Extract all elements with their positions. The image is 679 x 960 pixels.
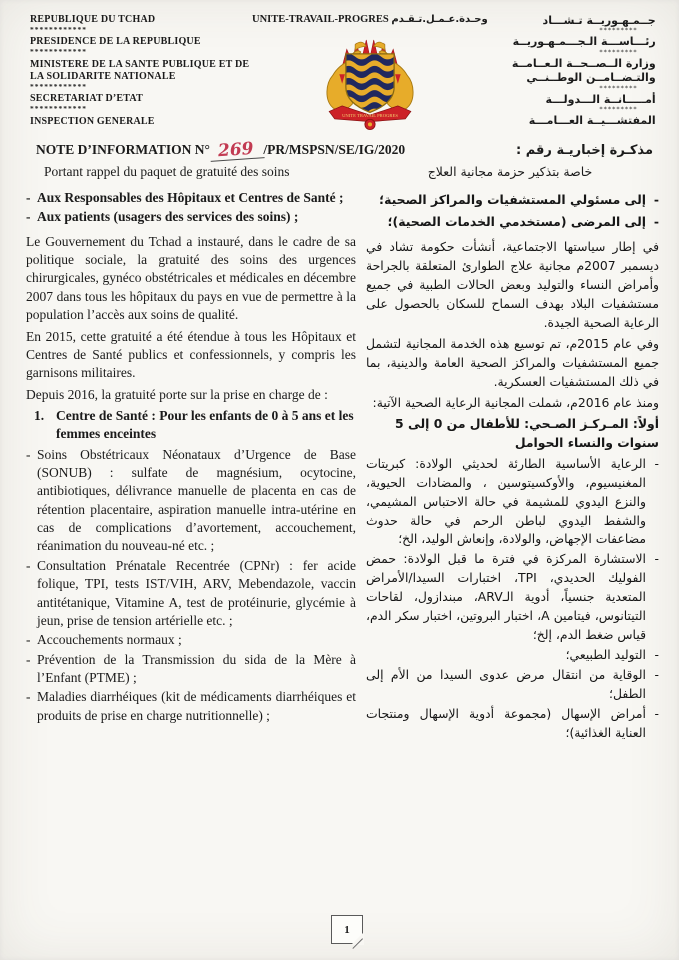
document-subtitle-fr: Portant rappel du paquet de gratuité des soins	[44, 164, 290, 179]
paragraph-2016: Depuis 2016, la gratuité porte sur la prise en charge de :	[26, 386, 328, 402]
paragraph-ar-2016: ومنذ عام 2016م، شملت المجانية الرعاية الصحية الآتية:	[372, 394, 659, 410]
bullet-item	[366, 646, 659, 665]
paragraph-ar-2007: في إطار سياستها الاجتماعية، أنشأت حكومة تشاد في ديسمبر 2007م مجانية علاج الطوارئ المتعلقة بالجراحة وأمراض النساء والتوليد وبعض الحالات الطبية في جميع مستشفيات البلاد بهدف السماح للسكان بالحصول على الرعاية الصحية الجيدة.	[366, 238, 659, 330]
page-number-box	[331, 915, 363, 944]
bullet-text: Consultation Prénatale Recentrée (CPNr) : fer acide folique, TPI, tests IST/VIH, ARV, Mebendazole, vaccin antitétanique, Vitamine A, test de protéinurie, glycémie à jeun, prise de tension artérielle etc. ;	[37, 557, 356, 628]
addressee-text: Aux patients (usagers des services des soins) ;	[37, 209, 299, 225]
motto-french: UNITE-TRAVAIL-PROGRES	[252, 14, 389, 25]
bullet-item	[26, 557, 356, 630]
addressee-item	[366, 213, 659, 232]
bullet-text: الوقاية من انتقال مرض عدوى السيدا من الأم إلى الطفل؛	[366, 667, 646, 702]
org-line-ar-secretariat: أمـــــانــة الـــدولـــة	[545, 92, 656, 106]
bullet-text: أمراض الإسهال (مجموعة أدوية الإسهال ومنتجات العناية الغذائية)؛	[366, 706, 646, 741]
org-line-inspection: INSPECTION GENERALE	[30, 115, 155, 127]
dash-marker: -	[26, 651, 31, 667]
bullet-text: التوليد الطبيعي؛	[565, 647, 646, 663]
dash-marker: -	[26, 190, 31, 205]
org-line-ar-presidence: رئـــاســـة الـجـــمـهـوريــة	[512, 35, 656, 49]
page-number: 1	[344, 923, 350, 936]
document-title-ar: مذكـرة إخباريـة رقم :	[516, 143, 653, 158]
section-heading-fr	[34, 407, 356, 444]
bullet-text: Accouchements normaux ;	[37, 632, 182, 648]
header-arabic-ministries	[488, 14, 656, 135]
section-number: 1.	[34, 407, 45, 423]
title-row	[0, 135, 679, 162]
dash-marker: -	[654, 551, 659, 567]
dash-marker: -	[654, 706, 659, 722]
separator-stars: ************	[30, 103, 87, 113]
bullet-item	[366, 550, 659, 645]
dash-marker: -	[26, 446, 31, 462]
arabic-column	[366, 188, 659, 744]
bullet-item	[366, 705, 659, 743]
bullet-text: Maladies diarrhéiques (kit de médicaments diarrhéiques et produits de prise en charge nutritionnelle) ;	[37, 689, 356, 723]
dash-marker: -	[654, 667, 659, 683]
paragraph-ar-2015: وفي عام 2015م، تم توسيع هذه الخدمة المجانية لتشمل جميع المستشفيات والمراكز الصحية العامة والدينية، بما في ذلك المستشفيات العسكرية.	[366, 335, 659, 389]
header-center	[252, 14, 488, 135]
dash-marker: -	[26, 689, 31, 705]
dash-marker: -	[26, 209, 31, 225]
document-body	[0, 180, 679, 744]
addressee-text: إلى مسئولي المستشفيات والمراكز الصحية؛	[379, 192, 646, 207]
subtitle-row	[0, 159, 679, 180]
bullet-text: الرعاية الأساسية الطارئة لحديثي الولادة: كبريتات المغنيسيوم، والأوكسيتوسين ، والمضادات الحيوية، والنزع اليدوي للمشيمة في حالة الاحتباس المشيمي، والشفط اليدوي لباطن الرحم في حالة حدوث مضاعفات الإجهاض، والولادة، وإنعاش الوليد، الخ؛	[366, 455, 646, 547]
title-prefix: NOTE D’INFORMATION N°	[36, 142, 210, 157]
bullet-text: Soins Obstétricaux Néonataux d’Urgence de Base (SONUB) : sulfate de magnésium, ocytocine, antibiotiques, délivrance manuelle de placenta en cas de rétention placentaire, aspiration manuelle intra-utérine en cas de complications d’avortement, accouchement, réanimation du nouveau-né etc. ;	[37, 446, 356, 554]
separator-stars: ************	[30, 46, 87, 56]
dash-marker: -	[26, 557, 31, 573]
dash-marker: -	[653, 213, 659, 229]
motto-arabic: وحـدة.عـمـل.تـقـدم	[391, 14, 488, 25]
document-subtitle-ar: خاصة بتذكير حزمة مجانية العلاج	[427, 164, 593, 179]
addressee-text: إلى المرضى (مستخدمي الخدمات الصحية)؛	[387, 213, 646, 229]
dash-marker: -	[653, 192, 659, 207]
chad-coat-of-arms-icon	[304, 26, 436, 130]
bullet-item	[26, 688, 356, 725]
org-line-ar-republique: جــمـهـوريــة تـشـــاد	[542, 14, 656, 27]
header-french-ministries	[30, 14, 252, 135]
dash-marker: -	[654, 647, 659, 663]
dash-marker: -	[654, 455, 659, 471]
title-reference: /PR/MSPSN/SE/IG/2020	[263, 142, 406, 157]
document-title-fr	[36, 138, 406, 162]
separator-stars: *********	[599, 105, 638, 114]
addressee-text: Aux Responsables des Hôpitaux et Centres de Santé ;	[37, 190, 344, 205]
section-heading-ar: أولاً: المـركـز الصـحي: للأطفال من 0 إلى 5 سنوات والنساء الحوامل	[395, 415, 659, 450]
bullet-item	[26, 651, 356, 688]
org-line-republique: REPUBLIQUE DU TCHAD	[30, 14, 156, 25]
dash-marker: -	[26, 632, 31, 648]
french-column	[26, 188, 356, 744]
separator-stars: *********	[599, 47, 638, 56]
separator-stars: *********	[599, 83, 638, 92]
bullet-text: Prévention de la Transmission du sida de la Mère à l’Enfant (PTME) ;	[37, 651, 356, 685]
paragraph-2015: En 2015, cette gratuité a été étendue à tous les Hôpitaux et Centres de Santé publics et confessionnels, y compris les garnisons militaires.	[26, 328, 356, 381]
bullet-item	[366, 455, 659, 550]
bullet-item	[26, 446, 356, 556]
addressee-item	[26, 189, 356, 207]
org-line-ar-inspection: المفتشـــيــة العـــامـــة	[528, 114, 656, 128]
bullet-list-fr	[26, 446, 356, 725]
org-line-secretariat: SECRETARIAT D’ETAT	[30, 93, 143, 105]
document-header	[0, 0, 679, 135]
addressees-ar	[366, 191, 659, 232]
separator-stars: *********	[599, 26, 638, 35]
handwritten-note-number: 269	[209, 140, 264, 162]
emblem-ribbon-motto: UNITE TRAVAIL PROGRES	[341, 114, 398, 120]
bullet-item	[26, 631, 356, 649]
org-line-presidence: PRESIDENCE DE LA REPUBLIQUE	[30, 36, 201, 48]
separator-stars: ************	[30, 24, 87, 34]
separator-stars: ************	[30, 81, 87, 91]
section-title: Centre de Santé : Pour les enfants de 0 à 5 ans et les femmes enceintes	[56, 407, 354, 442]
bullet-item	[366, 666, 659, 704]
addressee-item	[366, 191, 659, 210]
national-motto	[252, 14, 488, 25]
addressee-item	[26, 208, 356, 226]
addressees-fr	[26, 189, 356, 227]
bullet-list-ar	[366, 455, 659, 744]
org-line-ministere: MINISTERE DE LA SANTE PUBLIQUE ET DE LA SOLIDARITE NATIONALE	[30, 58, 250, 82]
org-line-ar-ministere: وزارة الــصــحــة الـعــامــة والتـضــامــن الوطــنــي	[511, 56, 656, 85]
bullet-text: الاستشارة المركزة في فترة ما قبل الولادة: حمض الفوليك الحديدي، TPI، اختبارات السيدا/الأمراض المتعدية جنسياً، أدوية الـARV، مبندازول، لقاحات التيتانوس، فيتامين A، اختبار البروتين، اختبار سكر الدم، قياس ضغط الدم، إلخ؛	[366, 551, 646, 643]
paragraph-2007: Le Gouvernement du Tchad a instauré, dans le cadre de sa politique sociale, la gratuité des soins des urgences chirurgicales, gynéco obstétricales et médicales en décembre 2007 dans tous les hôpitaux du pays en vue de permettre à la population l’accès aux soins de qualité.	[26, 233, 356, 323]
